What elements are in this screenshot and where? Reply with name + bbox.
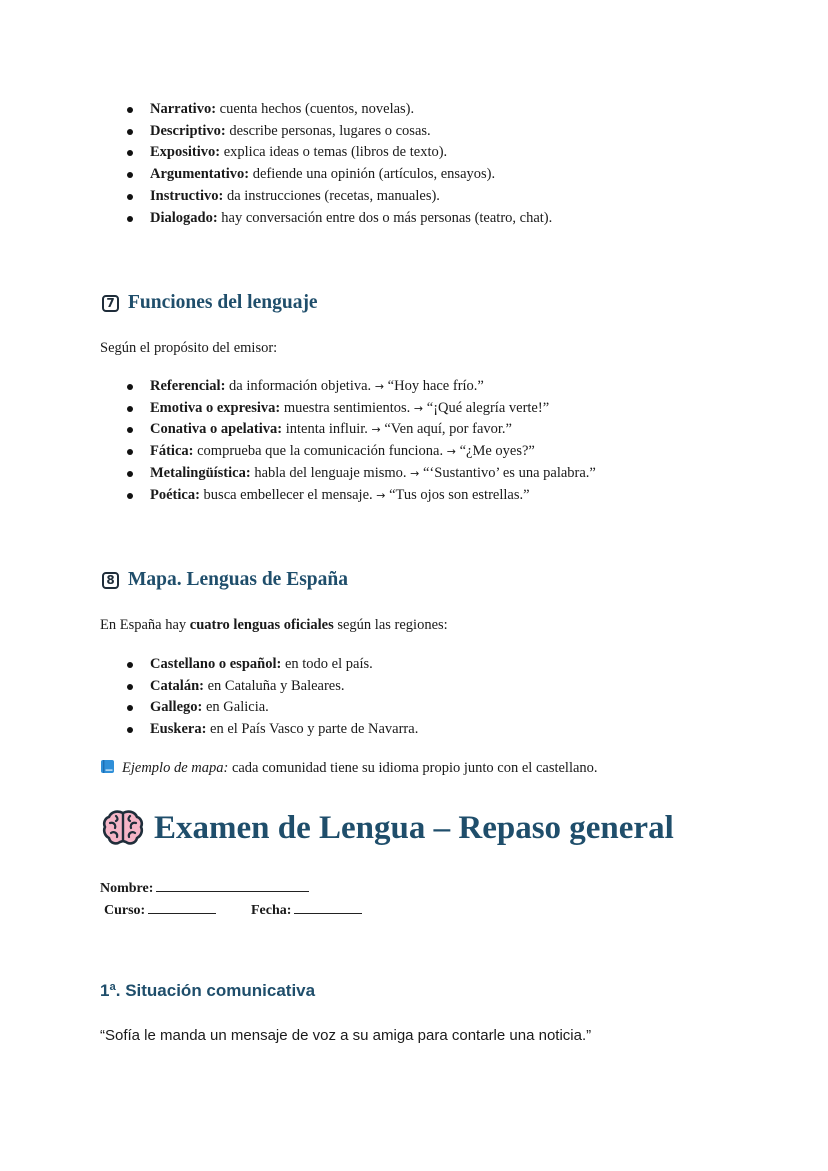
list-item: Conativa o apelativa: intenta influir. → “Ven aquí, por favor.” xyxy=(127,419,596,441)
date-field[interactable]: Fecha: xyxy=(251,901,362,919)
section-7-intro: Según el propósito del emisor: xyxy=(100,340,278,356)
date-blank[interactable] xyxy=(294,901,362,914)
section-7-heading: 7 Funciones del lenguaje xyxy=(102,292,318,314)
name-blank[interactable] xyxy=(156,879,309,892)
list-item: Metalingüística: habla del lenguaje mismo. → “‘Sustantivo’ es una palabra.” xyxy=(127,463,596,485)
blue-book-icon xyxy=(100,759,115,774)
list-item: Referencial: da información objetiva. → “Hoy hace frío.” xyxy=(127,376,596,398)
list-item: Narrativo: cuenta hechos (cuentos, novelas). xyxy=(127,99,552,121)
map-note: Ejemplo de mapa: cada comunidad tiene su idioma propio junto con el castellano. xyxy=(100,759,598,777)
list-item: Dialogado: hay conversación entre dos o más personas (teatro, chat). xyxy=(127,208,552,230)
exam-title: Examen de Lengua – Repaso general xyxy=(102,808,674,848)
list-item: Gallego: en Galicia. xyxy=(127,697,418,719)
keycap-number-icon: 7 xyxy=(102,295,119,312)
arrow-right-icon: → xyxy=(446,445,456,459)
arrow-right-icon: → xyxy=(413,401,424,415)
question-1-quote: “Sofía le manda un mensaje de voz a su amiga para contarle una noticia.” xyxy=(100,1027,592,1044)
course-blank[interactable] xyxy=(148,901,216,914)
list-item: Instructivo: da instrucciones (recetas, manuales). xyxy=(127,186,552,208)
section-8-intro: En España hay cuatro lenguas oficiales según las regiones: xyxy=(100,617,448,633)
arrow-right-icon: → xyxy=(376,488,386,502)
language-functions-list xyxy=(127,376,596,506)
list-item: Fática: comprueba que la comunicación funciona. → “¿Me oyes?” xyxy=(127,441,596,463)
name-field[interactable]: Nombre: xyxy=(100,879,309,897)
arrow-right-icon: → xyxy=(374,380,385,393)
section-8-heading: 8 Mapa. Lenguas de España xyxy=(102,569,348,591)
list-item: Emotiva o expresiva: muestra sentimientos. → “¡Qué alegría verte!” xyxy=(127,398,596,420)
list-item: Argumentativo: defiende una opinión (artículos, ensayos). xyxy=(127,164,552,186)
brain-icon xyxy=(102,808,144,848)
arrow-right-icon: → xyxy=(371,423,381,437)
list-item: Descriptivo: describe personas, lugares o cosas. xyxy=(127,121,552,143)
list-item: Catalán: en Cataluña y Baleares. xyxy=(127,676,418,698)
list-item: Castellano o español: en todo el país. xyxy=(127,654,418,676)
list-item: Poética: busca embellecer el mensaje. → “Tus ojos son estrellas.” xyxy=(127,485,596,507)
question-1-heading: 1ª. Situación comunicativa xyxy=(100,981,316,1000)
arrow-right-icon: → xyxy=(410,466,420,480)
text-types-list xyxy=(127,99,552,229)
list-item: Expositivo: explica ideas o temas (libros de texto). xyxy=(127,142,552,164)
list-item: Euskera: en el País Vasco y parte de Navarra. xyxy=(127,719,418,741)
course-field[interactable]: Curso: xyxy=(104,901,216,919)
keycap-number-icon: 8 xyxy=(102,572,119,589)
languages-list xyxy=(127,654,418,741)
